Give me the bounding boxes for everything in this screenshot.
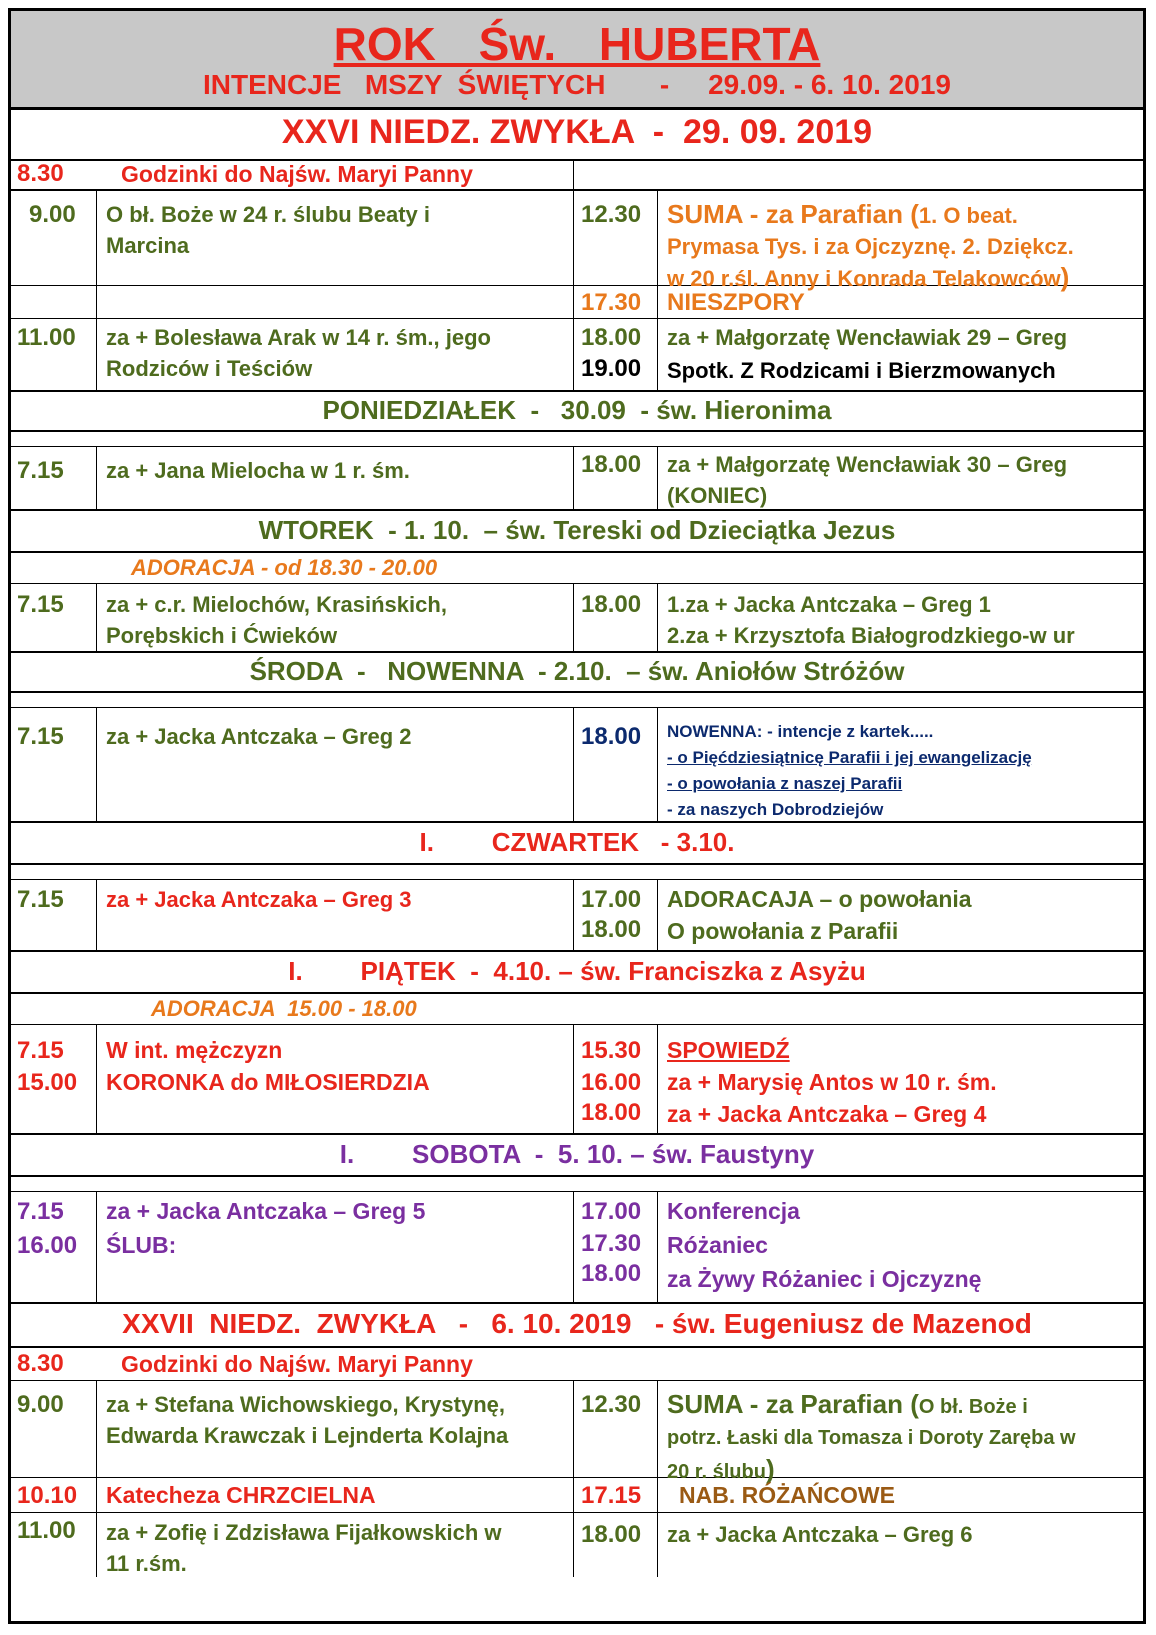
- column-divider: [573, 159, 574, 189]
- mass-intention: za + Jacka Antczaka – Greg 4: [667, 1101, 987, 1127]
- intention-line: - o Pięćdziesiątnicę Parafii i jej ewangelizację: [667, 748, 1032, 767]
- day-heading-monday: PONIEDZIAŁEK - 30.09 - św. Hieronima: [11, 390, 1143, 432]
- column-divider: [573, 191, 574, 285]
- suma-detail: 20 r. ślubu: [667, 1461, 766, 1483]
- mass-time: 12.30: [581, 1391, 642, 1418]
- adoration-text: ADORACAJA – o powołania: [667, 886, 972, 912]
- mass-time: 18.00: [581, 916, 642, 943]
- column-divider: [573, 1513, 574, 1577]
- vespers-label: NIESZPORY: [667, 289, 805, 316]
- suma-bracket: ): [765, 1454, 775, 1484]
- mass-time: 15.00: [17, 1069, 78, 1096]
- mass-time: 18.00: [581, 591, 642, 618]
- column-divider: [657, 1381, 658, 1477]
- intention-line: Marcina: [106, 233, 190, 258]
- mass-time: 16.00: [581, 1069, 642, 1096]
- mass-intention: za + Jacka Antczaka – Greg 5: [106, 1198, 426, 1224]
- column-divider: [96, 708, 97, 821]
- mass-intention: [667, 199, 1074, 294]
- mass-time: 17.00: [581, 886, 642, 913]
- column-divider: [96, 1381, 97, 1477]
- mass-time: 18.00: [581, 1521, 642, 1548]
- mass-time: 12.30: [581, 201, 642, 228]
- mass-row: [11, 1381, 1143, 1484]
- column-divider: [96, 447, 97, 509]
- column-divider: [573, 286, 574, 318]
- wedding-text: ŚLUB:: [106, 1232, 177, 1258]
- mass-time: 7.15: [17, 1198, 64, 1225]
- page-title: ROK Św. HUBERTA: [333, 18, 821, 70]
- godzinki-row-2: [11, 1348, 1143, 1381]
- spacer-row: [11, 432, 1143, 447]
- mass-time: 16.00: [17, 1232, 78, 1259]
- column-divider: [96, 318, 97, 390]
- column-divider: [657, 447, 658, 509]
- mass-time: 18.00: [581, 723, 642, 750]
- novena-label: NOWENNA: [667, 722, 757, 741]
- day-heading-wednesday: ŚRODA - NOWENNA - 2.10. – św. Aniołów Stróżów: [11, 651, 1143, 693]
- suma-label: SUMA - za Parafian (: [667, 1389, 919, 1419]
- conference-text: Konferencja: [667, 1198, 800, 1224]
- mass-time: 7.15: [17, 1037, 64, 1064]
- intention-line: - za naszych Dobrodziejów: [667, 800, 884, 819]
- mass-intention: [106, 199, 430, 261]
- day-heading-saturday: I. SOBOTA - 5. 10. – św. Faustyny: [11, 1133, 1143, 1177]
- intention-line: 2.za + Krzysztofa Białogrodzkiego-w ur: [667, 623, 1075, 648]
- intention-line: Prymasa Tys. i za Ojczyznę. 2. Dziękcz.: [667, 234, 1074, 259]
- page-header: [11, 11, 1143, 110]
- mass-time: 9.00: [17, 1391, 64, 1418]
- mass-time: 18.00: [581, 324, 642, 351]
- godzinki-row-1: [11, 159, 1143, 191]
- mass-time: 7.15: [17, 723, 64, 750]
- suma-detail: O bł. Boże i: [918, 1396, 1028, 1418]
- mass-time: 17.30: [581, 1230, 642, 1257]
- mass-time: 17.30: [581, 289, 642, 316]
- mass-intention: W int. mężczyzn: [106, 1037, 283, 1063]
- adoration-note: ADORACJA - od 18.30 - 20.00: [131, 555, 438, 580]
- column-divider: [573, 1025, 574, 1133]
- column-divider: [96, 1513, 97, 1577]
- adoration-note: ADORACJA 15.00 - 18.00: [151, 996, 417, 1021]
- suma-label: SUMA - za Parafian (: [667, 199, 919, 229]
- column-divider: [573, 1381, 574, 1477]
- meeting-time: 19.00: [581, 355, 642, 382]
- mass-intention: za + Jana Mielocha w 1 r. śm.: [106, 458, 410, 483]
- spacer-row: [11, 865, 1143, 880]
- mass-intention: [667, 449, 1067, 511]
- intention-line: Rodziców i Teściów: [106, 356, 313, 381]
- day-heading-sunday-2: XXVII NIEDZ. ZWYKŁA - 6. 10. 2019 - św. Eugeniusz de Mazenod: [11, 1302, 1143, 1348]
- column-divider: [657, 584, 658, 651]
- column-divider: [96, 880, 97, 950]
- intention-line: - o powołania z naszej Parafii: [667, 774, 903, 793]
- intention-line: za + Zofię i Zdzisława Fijałkowskich w: [106, 1520, 502, 1545]
- mass-row: [11, 708, 1143, 823]
- schedule-page: [8, 8, 1146, 1624]
- mass-row: [11, 880, 1143, 952]
- intention-line: za + c.r. Mielochów, Krasińskich,: [106, 592, 447, 617]
- mass-row: [11, 1192, 1143, 1304]
- intention-line: [667, 199, 1074, 231]
- mass-intention: [106, 1517, 502, 1579]
- mass-time: 11.00: [17, 324, 76, 351]
- adoration-row: [11, 553, 1143, 584]
- suma-bracket: ): [1060, 262, 1070, 292]
- column-divider: [96, 1192, 97, 1302]
- spacer-row: [11, 1177, 1143, 1192]
- column-divider: [657, 1192, 658, 1302]
- mass-intention: [667, 589, 1075, 651]
- mass-intention: [667, 1389, 1076, 1488]
- mass-intention: [106, 322, 491, 384]
- godzinki-time: 8.30: [17, 1350, 64, 1377]
- column-divider: [657, 1025, 658, 1133]
- day-heading-thursday: I. CZWARTEK - 3.10.: [11, 821, 1143, 865]
- mass-time: 7.15: [17, 886, 64, 913]
- intention-line: za + Bolesława Arak w 14 r. śm., jego: [106, 325, 491, 350]
- godzinki-text: Godzinki do Najśw. Maryi Panny: [121, 161, 473, 187]
- mass-time: 11.00: [17, 1517, 76, 1544]
- day-heading-sunday-1: XXVI NIEDZ. ZWYKŁA - 29. 09. 2019: [11, 107, 1143, 161]
- mass-row: [11, 191, 1143, 292]
- devotion-text: NAB. RÓŻAŃCOWE: [679, 1482, 895, 1508]
- intention-line: [667, 719, 1032, 745]
- mass-intention: za + Jacka Antczaka – Greg 2: [106, 724, 412, 749]
- column-divider: [96, 286, 97, 318]
- novena-intentions: [667, 719, 1032, 823]
- intention-line: za + Stefana Wichowskiego, Krystynę,: [106, 1392, 505, 1417]
- column-divider: [573, 1478, 574, 1512]
- mass-time: 18.00: [581, 451, 642, 478]
- rosary-text: Różaniec: [667, 1232, 768, 1258]
- meeting-text: Spotk. Z Rodzicami i Bierzmowanych: [667, 358, 1056, 383]
- column-divider: [573, 708, 574, 821]
- mass-row: [11, 1478, 1143, 1513]
- column-divider: [657, 1513, 658, 1577]
- intention-line: (KONIEC): [667, 483, 768, 508]
- intention-line: 1.za + Jacka Antczaka – Greg 1: [667, 592, 991, 617]
- intention-line: potrz. Łaski dla Tomasza i Doroty Zaręba w: [667, 1427, 1076, 1449]
- mass-time: 7.15: [17, 457, 64, 484]
- mass-row: [11, 447, 1143, 511]
- day-heading-tuesday: WTOREK - 1. 10. – św. Tereski od Dzieciątka Jezus: [11, 509, 1143, 553]
- intention-line: Edwarda Krawczak i Lejnderta Kolajna: [106, 1423, 509, 1448]
- column-divider: [573, 447, 574, 509]
- godzinki-time: 8.30: [17, 160, 64, 187]
- mass-intention: [106, 589, 447, 651]
- mass-time: 9.00: [29, 201, 76, 228]
- mass-time: 15.30: [581, 1037, 642, 1064]
- devotion-time: 17.15: [581, 1482, 642, 1509]
- chaplet-text: KORONKA do MIŁOSIERDZIA: [106, 1069, 430, 1095]
- mass-time: 17.00: [581, 1198, 642, 1225]
- column-divider: [657, 318, 658, 390]
- mass-intention: za + Małgorzatę Wencławiak 29 – Greg: [667, 325, 1068, 350]
- mass-row: [11, 584, 1143, 653]
- intention-line: 11 r.śm.: [106, 1551, 187, 1576]
- mass-time: 7.15: [17, 591, 64, 618]
- day-heading-friday: I. PIĄTEK - 4.10. – św. Franciszka z Asyżu: [11, 950, 1143, 994]
- suma-detail: 1. O beat.: [918, 203, 1018, 228]
- mass-row: [11, 318, 1143, 392]
- mass-time: 18.00: [581, 1099, 642, 1126]
- mass-intention: [106, 1389, 508, 1451]
- column-divider: [657, 1478, 658, 1512]
- mass-row: [11, 1025, 1143, 1135]
- column-divider: [573, 584, 574, 651]
- column-divider: [657, 191, 658, 285]
- column-divider: [96, 1025, 97, 1133]
- mass-intention: O powołania z Parafii: [667, 918, 899, 944]
- column-divider: [573, 880, 574, 950]
- column-divider: [657, 708, 658, 821]
- page-subtitle: INTENCJE MSZY ŚWIĘTYCH - 29.09. - 6. 10. 2019: [203, 69, 951, 100]
- suma-detail: w 20 r.śl. Anny i Konrada Telakowców: [667, 266, 1061, 291]
- column-divider: [96, 584, 97, 651]
- catechesis-text: Katecheza CHRZCIELNA: [106, 1482, 376, 1508]
- novena-note: : - intencje z kartek.....: [756, 722, 934, 741]
- column-divider: [573, 1192, 574, 1302]
- confession-text: SPOWIEDŹ: [667, 1037, 790, 1063]
- adoration-row: [11, 994, 1143, 1025]
- catechesis-time: 10.10: [17, 1482, 78, 1509]
- intention-line: O bł. Boże w 24 r. ślubu Beaty i: [106, 202, 430, 227]
- mass-intention: za Żywy Różaniec i Ojczyznę: [667, 1266, 982, 1292]
- spacer-row: [11, 693, 1143, 708]
- mass-row: [11, 1513, 1143, 1621]
- mass-intention: za + Marysię Antos w 10 r. śm.: [667, 1069, 997, 1095]
- godzinki-text: Godzinki do Najśw. Maryi Panny: [121, 1351, 473, 1377]
- mass-time: 18.00: [581, 1260, 642, 1287]
- intention-line: [667, 1389, 1076, 1423]
- intention-line: Porębskich i Ćwieków: [106, 623, 338, 648]
- mass-intention: za + Jacka Antczaka – Greg 3: [106, 887, 412, 912]
- intention-line: za + Małgorzatę Wencławiak 30 – Greg: [667, 452, 1068, 477]
- column-divider: [96, 191, 97, 285]
- column-divider: [657, 880, 658, 950]
- column-divider: [657, 286, 658, 318]
- mass-row: [11, 286, 1143, 319]
- column-divider: [573, 318, 574, 390]
- mass-intention: za + Jacka Antczaka – Greg 6: [667, 1522, 973, 1547]
- column-divider: [96, 1478, 97, 1512]
